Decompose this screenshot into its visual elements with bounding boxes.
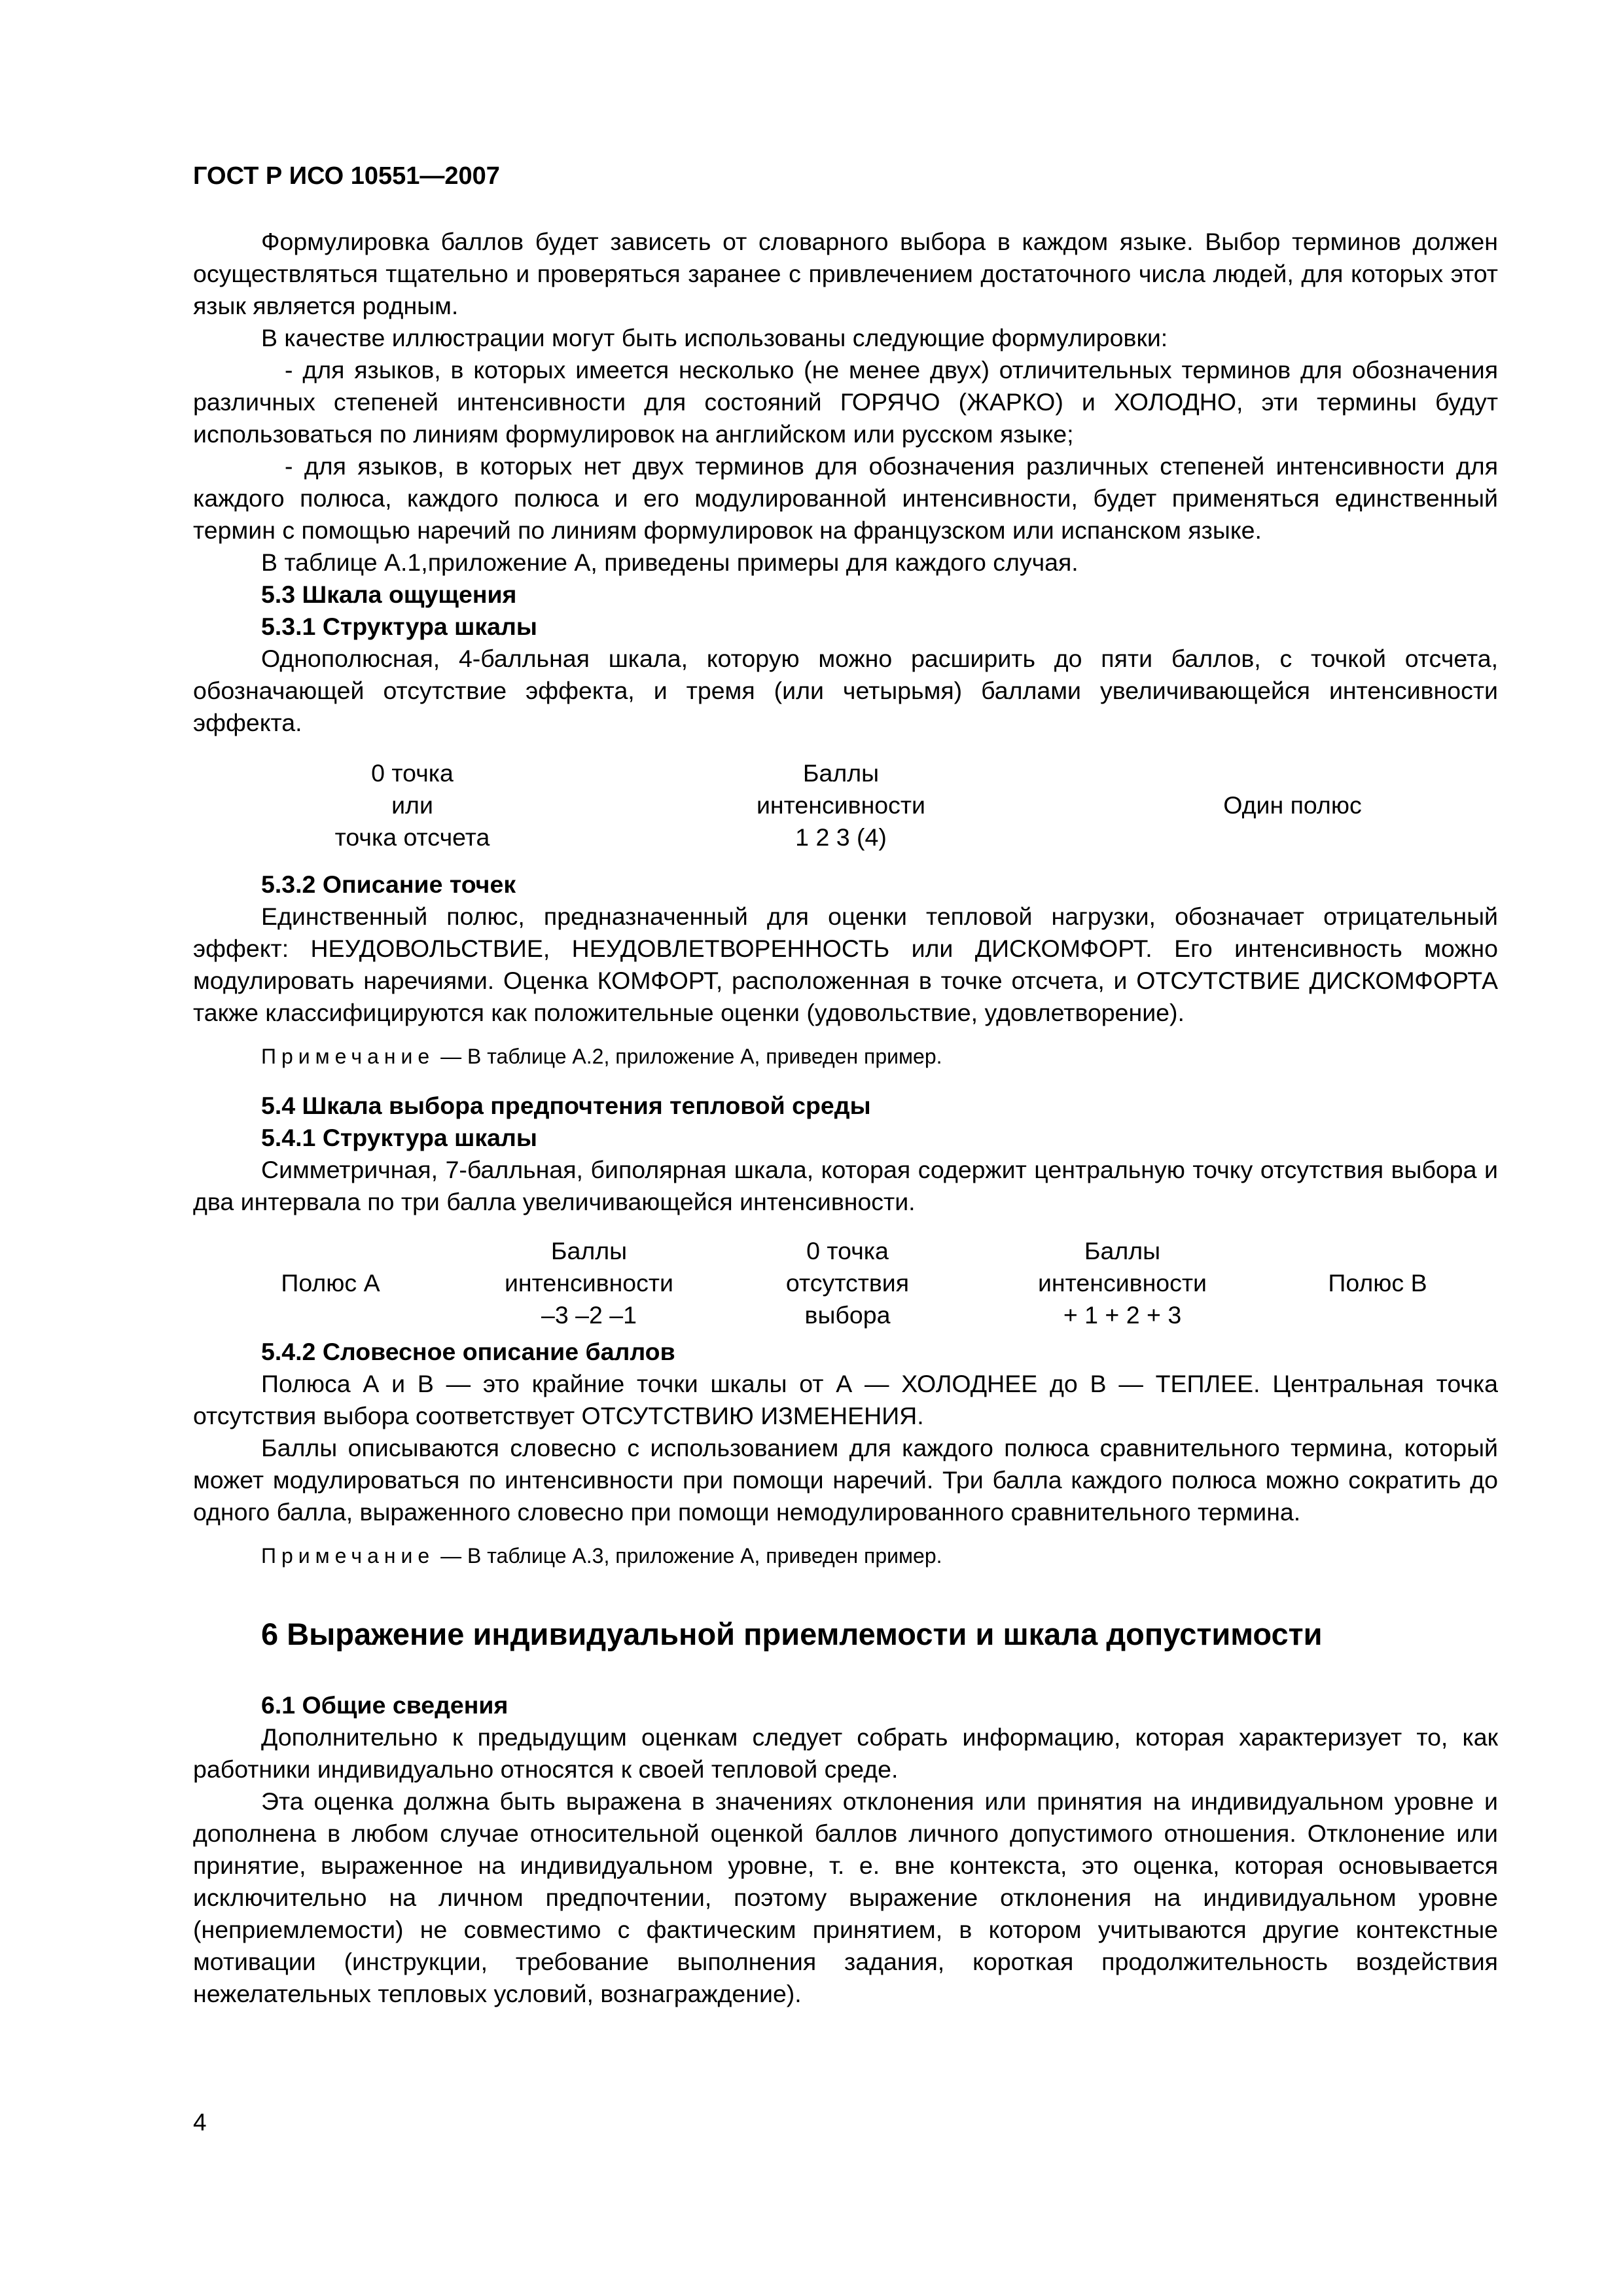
scale-label-line: –3 –2 –1 — [541, 1301, 637, 1329]
scale-pole-a — [245, 1267, 416, 1299]
scale-label-line: отсутствия — [785, 1269, 910, 1297]
section-5-4-heading: 5.4 Шкала выбора предпочтения тепловой среды — [261, 1092, 871, 1119]
scale-label-line: выбора — [804, 1301, 891, 1329]
section-5-3-1-heading: 5.3.1 Структура шкалы — [261, 613, 537, 640]
scale-label-line: интенсивности — [756, 791, 926, 819]
section-5-4-1-heading: 5.4.1 Структура шкалы — [261, 1124, 537, 1151]
note-text: — В таблице А.3, приложение А, приведен пример. — [435, 1544, 942, 1568]
section-6-heading: 6 Выражение индивидуальной приемлемости и шкала допустимости — [261, 1617, 1323, 1651]
page-content — [193, 226, 1498, 2010]
intro-paragraph-1: Формулировка баллов будет зависеть от словарного выбора в каждом языке. Выбор терминов должен осуществляться тщательно и проверяться заранее с привлечением достаточного числа людей, для которых этот язык является родным. — [193, 228, 1498, 319]
scale-intensity-points — [730, 757, 952, 853]
scale-label-line: + 1 + 2 + 3 — [1063, 1301, 1182, 1329]
scale-label-line: Баллы — [550, 1237, 628, 1265]
unipolar-scale-diagram — [193, 757, 1498, 855]
note-text: — В таблице А.2, приложение А, приведен пример. — [435, 1045, 942, 1068]
section-5-3-2-text: Единственный полюс, предназначенный для оценки тепловой нагрузки, обозначает отрицательный эффект: НЕУДОВОЛЬСТВИЕ, НЕУДОВЛЕТВОРЕННОСТЬ или ДИСКОМФОРТ. Его интенсивность можно модулировать наречиями. Оценка КОМФОРТ, расположенная в точке отсчета, и ОТСУТСТВИЕ ДИСКОМФОРТА также классифицируются как положительные оценки (удовольствие, удовлетворение). — [193, 903, 1498, 1026]
scale-no-choice-point — [743, 1235, 952, 1331]
note-label: Примечание — [261, 1544, 435, 1568]
section-5-4-2-text-1: Полюса А и В — это крайние точки шкалы от А — ХОЛОДНЕЕ до В — ТЕПЛЕЕ. Центральная точка отсутствия выбора соответствует ОТСУТСТВИЮ ИЗМЕНЕНИЯ. — [193, 1370, 1498, 1429]
section-6-1-heading: 6.1 Общие сведения — [261, 1691, 508, 1719]
note-label: Примечание — [261, 1045, 435, 1068]
section-5-3-1-text: Однополюсная, 4-балльная шкала, которую можно расширить до пяти баллов, с точкой отсчета, обозначающей отсутствие эффекта, и тремя (или четырьмя) баллами увеличивающейся интенсивности эффекта. — [193, 645, 1498, 736]
scale-label-line: точка отсчета — [334, 823, 490, 851]
intro-paragraph-5: В таблице А.1,приложение А, приведены примеры для каждого случая. — [261, 548, 1079, 576]
section-5-4-1-text: Симметричная, 7-балльная, биполярная шкала, которая содержит центральную точку отсутствия выбора и два интервала по три балла увеличивающейся интенсивности. — [193, 1156, 1498, 1215]
scale-label-line: Баллы — [802, 759, 880, 787]
section-5-3-heading: 5.3 Шкала ощущения — [261, 581, 517, 608]
scale-label-line: Баллы — [1084, 1237, 1161, 1265]
section-5-3-2-heading: 5.3.2 Описание точек — [261, 870, 516, 898]
scale-label-line: Один полюс — [1223, 791, 1362, 819]
section-5-4-note — [193, 1540, 1498, 1572]
page-number: 4 — [193, 2109, 207, 2136]
intro-list-item-1: - для языков, в которых имеется несколько (не менее двух) отличительных терминов для обозначения различных степеней интенсивности для состояний ГОРЯЧО (ЖАРКО) и ХОЛОДНО, эти термины будут использоваться по линиям формулировок на английском или русском языке; — [193, 356, 1498, 448]
scale-reference-point — [301, 757, 524, 853]
scale-pole-b — [1293, 1267, 1463, 1299]
scale-negative-points — [478, 1235, 700, 1331]
scale-label-line: 0 точка — [371, 759, 454, 787]
intro-list-item-2: - для языков, в которых нет двух терминов для обозначения различных степеней интенсивности для каждого полюса, каждого полюса и его модулированной интенсивности, будет применяться единственный термин с помощью наречий по линиям формулировок на французском или испанском языке. — [193, 452, 1498, 544]
bipolar-scale-diagram — [193, 1235, 1498, 1333]
intro-paragraph-2: В качестве иллюстрации могут быть использованы следующие формулировки: — [261, 324, 1168, 351]
scale-positive-points — [1011, 1235, 1234, 1331]
section-6-1-text-1: Дополнительно к предыдущим оценкам следует собрать информацию, которая характеризует то, как работники индивидуально относятся к своей тепловой среде. — [193, 1723, 1498, 1783]
scale-label-line: Полюс А — [281, 1269, 380, 1297]
section-5-4-2-text-2: Баллы описываются словесно с использованием для каждого полюса сравнительного термина, который может модулироваться по интенсивности при помощи наречий. Три балла каждого полюса можно сократить до одного балла, выраженного словесно при помощи немодулированного сравнительного термина. — [193, 1434, 1498, 1526]
scale-label-line: или — [391, 791, 433, 819]
section-6-1-text-2: Эта оценка должна быть выражена в значениях отклонения или принятия на индивидуальном уровне и дополнена в любом случае относительной оценкой баллов личного допустимого отношения. Отклонение или принятие, выраженное на индивидуальном уровне, т. е. вне контекста, это оценка, которая основывается исключительно на личном предпочтении, поэтому выражение отклонения на индивидуальном уровне (неприемлемости) не совместимо с фактическим принятием, в котором учитываются другие контекстные мотивации (инструкции, требование выполнения задания, короткая продолжительность воздействия нежелательных тепловых условий, вознаграждение). — [193, 1787, 1498, 2007]
scale-label-line: 1 2 3 (4) — [795, 823, 887, 851]
document-header: ГОСТ Р ИСО 10551—2007 — [193, 162, 500, 190]
scale-label-line: интенсивности — [1037, 1269, 1207, 1297]
scale-pole — [1181, 789, 1404, 821]
scale-label-line: 0 точка — [806, 1237, 889, 1265]
scale-label-line: интенсивности — [504, 1269, 674, 1297]
section-5-4-2-heading: 5.4.2 Словесное описание баллов — [261, 1338, 675, 1365]
section-5-3-note — [193, 1041, 1498, 1073]
scale-label-line: Полюс В — [1328, 1269, 1427, 1297]
